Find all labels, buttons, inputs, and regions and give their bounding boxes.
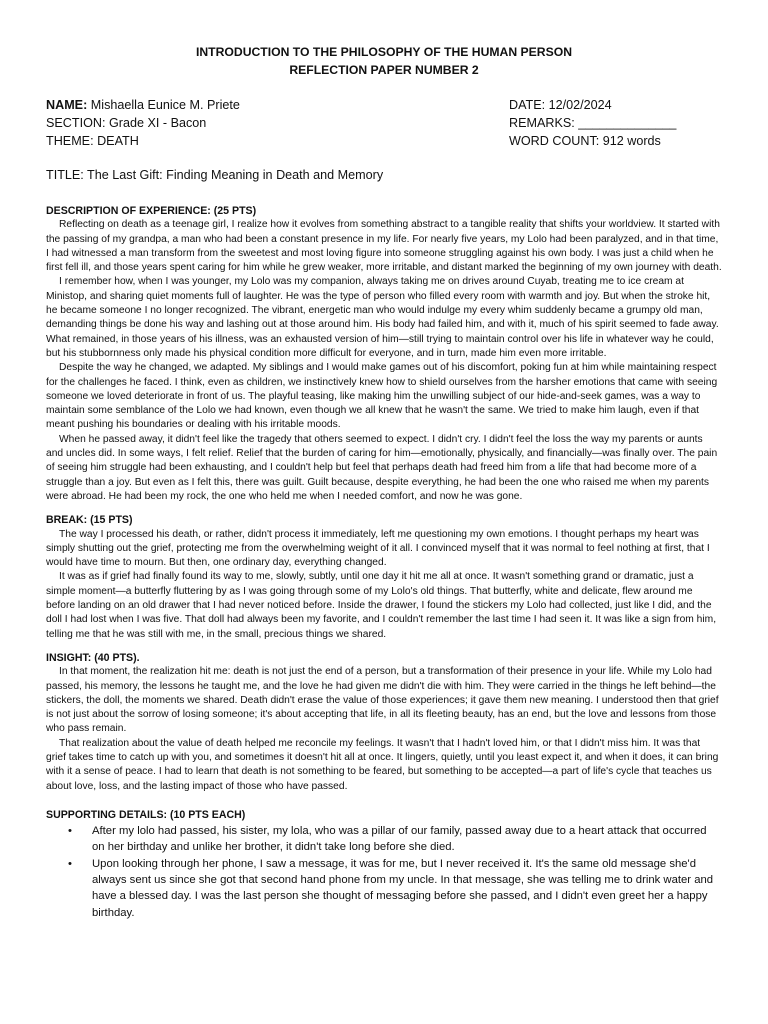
remarks-line: REMARKS: ______________ [509, 116, 677, 130]
list-item-text: Upon looking through her phone, I saw a message, it was for me, but I never received it. It's the same old message she'd always sent us since she got that second hand phone from my uncle. In that message, she was telling me to drink water and have a blessed day. I was the last person she thought of messaging before she passed, and I didn't even greet her a happy birthday. [92, 857, 714, 919]
bullet-icon: • [68, 857, 72, 870]
paragraph: I remember how, when I was younger, my Lolo was my companion, always taking me on drives around Cuyab, treating me to ice cream at Ministop, and sharing quiet moments full of laughter. He was the type of person who filled every room with warmth and joy. But when the stroke hit, he became someone I no longer recognized. The vibrant, energetic man who would indulge my every whim suddenly became a grumpy old man, demanding things be done his way and lashing out at those around him. His body had failed him, and with it, much of his spirit seemed to fade away. What remained, in those years of his illness, was an exhausted version of him—still trying to maintain control over his life in whatever way he could, but his stubbornness only made his physical condition more difficult for everyone, and in turn, made him even more irritable. [46, 276, 719, 359]
course-title: INTRODUCTION TO THE PHILOSOPHY OF THE HUMAN PERSON [195, 45, 573, 59]
list-item [46, 823, 722, 856]
bullet-icon: • [68, 825, 72, 838]
section-heading: SUPPORTING DETAILS: (10 PTS EACH) [46, 808, 246, 821]
section-heading: INSIGHT: (40 PTS). [46, 651, 140, 664]
section-description [46, 204, 722, 504]
name-line [46, 96, 240, 114]
document-body [46, 204, 722, 921]
paper-info [509, 96, 676, 150]
paragraph: Despite the way he changed, we adapted. My siblings and I would make games out of his discomfort, poking fun at him while maintaining respect for the challenges he faced. I think, even as children, we instinctively knew how to shield ourselves from the harsher emotions that came with seeing someone we loved deteriorate in front of us. The playful teasing, like making him the unwilling subject of our hide-and-seek games, was a way to maintain some semblance of the Lolo we had known, even though we all knew that he wasn't the same. We tried to make him laugh, even if that meant pushing his boundaries or dealing with his irritable moods. [46, 362, 718, 431]
section-heading: BREAK: (15 PTS) [46, 514, 133, 527]
paragraph: It was as if grief had finally found its way to me, slowly, subtly, until one day it hit me all at once. It wasn't something grand or dramatic, just a simple moment—a butterfly fluttering by as I was going through some of my Lolo's old things. That butterfly, white and delicate, flew around me before landing on an old drawer that I had never noticed before. Inside the drawer, I found the stickers my Lolo had collected, just like I did, and the doll I had lost when I was five. That doll had always been my favorite, and I couldn't remember the last time I had seen it. It was like a sign from him, telling me that he was still with me, in the small, precious things we shared. [46, 571, 717, 640]
name-label: NAME: [46, 98, 88, 112]
student-info [46, 96, 240, 150]
paragraph: That realization about the value of death helped me reconcile my feelings. It wasn't that I hadn't loved him, or that I didn't miss him. It was that grief takes time to catch up with you, and sometimes it doesn't hit all at once. It lingers, quietly, until you least expect it, and when it does, it can bring with it a sense of peace. I had to learn that death is not something to be feared, but something to be accepted—a part of life's cycle that teaches us about love, loss, and the lasting impact of those who have passed. [46, 737, 719, 792]
paragraph: Reflecting on death as a teenage girl, I realize how it evolves from something abstract to a tangible reality that shifts your worldview. It started with the passing of my grandpa, a man who had been a constant presence in my life. For nearly five years, my Lolo had been paralyzed, and in that time, I had witnessed a man transform from the sweetest and most loving figure into someone struggling against his own body. I was just a child when he first fell ill, and those years spent caring for him while he grew weaker, more irritable, and distant marked the beginning of my own journey with death. [46, 219, 722, 274]
section-insight [46, 651, 722, 794]
date-line: DATE: 12/02/2024 [509, 98, 612, 112]
word-count-line: WORD COUNT: 912 words [509, 134, 661, 148]
theme-line: THEME: DEATH [46, 134, 139, 148]
supporting-list [46, 823, 722, 921]
section-line: SECTION: Grade XI - Bacon [46, 116, 207, 130]
document-header [0, 43, 768, 79]
list-item [46, 856, 722, 921]
name-value: Mishaella Eunice M. Priete [87, 98, 240, 112]
section-break [46, 513, 722, 642]
paper-number: REFLECTION PAPER NUMBER 2 [289, 63, 479, 77]
section-heading: DESCRIPTION OF EXPERIENCE: (25 PTS) [46, 205, 257, 217]
paragraph: The way I processed his death, or rather, didn't process it immediately, left me questioning my own emotions. I thought perhaps my heart was simply shutting out the grief, protecting me from the overwhelming weight of it all. I convinced myself that it was normal to feel nothing at first, that I would have time to mourn. But then, one ordinary day, everything changed. [46, 528, 710, 569]
paragraph: In that moment, the realization hit me: death is not just the end of a person, but a transformation of their presence in your life. While my Lolo had passed, his memory, the lessons he taught me, and the love he had given me didn't die with him. They were carried in the things he left behind—the stickers, the doll, the moments we shared. Death didn't erase the value of those experiences; it gave them new meaning. I understood then that grief is not just about the sorrow of losing someone; it's about accepting that life, in all its fleeting beauty, has an end, but the love and lessons from those who pass remain. [46, 666, 719, 735]
section-supporting-details [46, 808, 722, 921]
paragraph: When he passed away, it didn't feel like the tragedy that others seemed to expect. I didn't cry. I didn't feel the loss the way my parents or aunts and uncles did. In some ways, I felt relief. Relief that the burden of caring for him—emotionally, physically, and financially—was finally over. The pain of seeing him struggle had been exhausting, and I couldn't help but feel that perhaps death had freed him from a life that had become more of a struggle than a joy. But even as I felt this, there was guilt. Guilt because, despite everything, he had been the one who raised me when my parents were abroad. He had been my rock, the one who held me when I needed comfort, and now he was gone. [46, 433, 718, 502]
list-item-text: After my lolo had passed, his sister, my lola, who was a pillar of our family, passed away due to a heart attack that occurred on her birthday and unlike her brother, it didn't take long before she died. [92, 825, 707, 854]
paper-title: TITLE: The Last Gift: Finding Meaning in Death and Memory [46, 168, 384, 182]
